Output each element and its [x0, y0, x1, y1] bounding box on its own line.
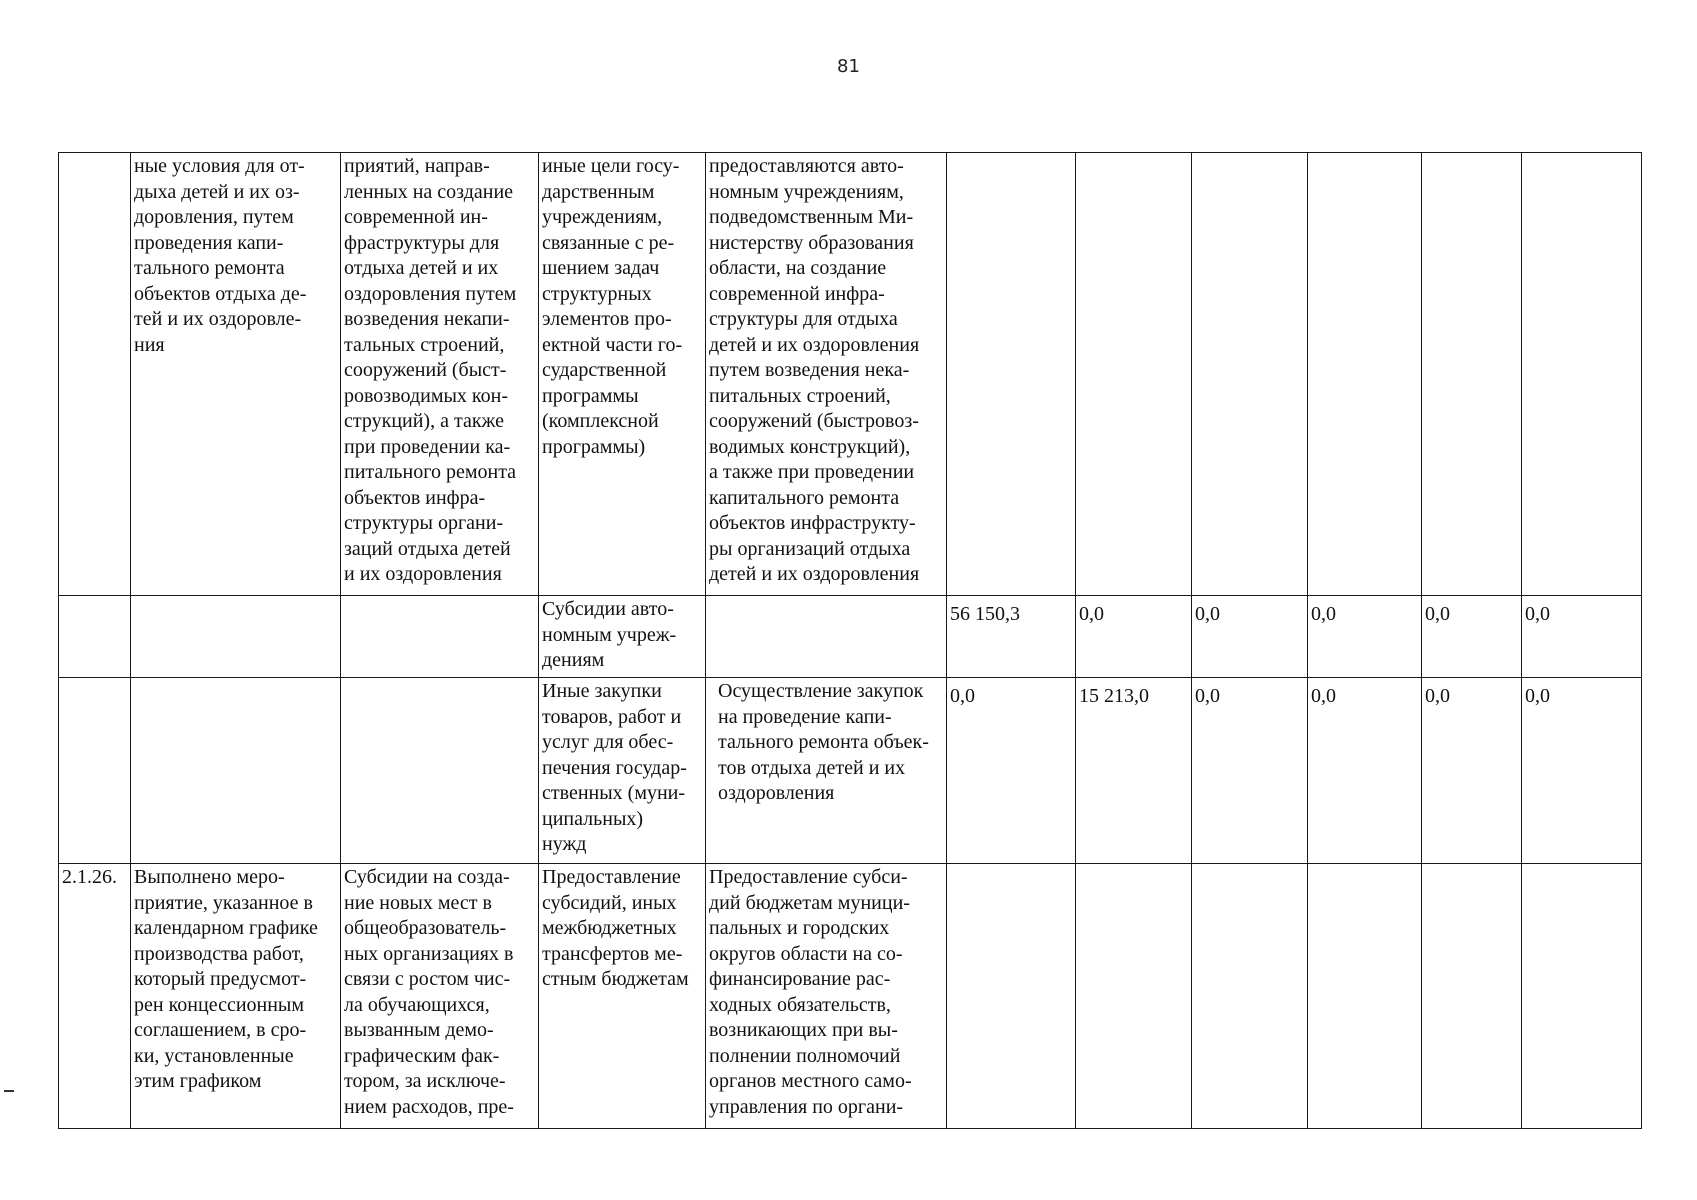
row1-value-cell	[1192, 153, 1308, 596]
budget-table	[58, 152, 1642, 1129]
row4-value-cell	[1522, 864, 1642, 1129]
row2-value-cell: 56 150,3	[947, 596, 1076, 678]
row2-result-cell	[131, 596, 341, 678]
row3-value-cell: 0,0	[1192, 678, 1308, 864]
row3-value-cell: 15 213,0	[1076, 678, 1192, 864]
row4-value-cell	[1308, 864, 1422, 1129]
row3-number-cell	[59, 678, 131, 864]
row4-value-cell	[1422, 864, 1522, 1129]
row3-value-cell: 0,0	[947, 678, 1076, 864]
table-row	[59, 596, 1642, 678]
row3-value-cell: 0,0	[1522, 678, 1642, 864]
table-row	[59, 678, 1642, 864]
row4-value-cell	[1192, 864, 1308, 1129]
row1-value-cell	[1522, 153, 1642, 596]
row2-expense-type-cell: Субсидии авто- номным учреж- дениям	[539, 596, 706, 678]
row1-expense-type-cell: иные цели госу- дарственным учреждениям, связанные с ре- шением задач структурных элементов про- ектной части го- сударственной программы (комплексной программы)	[539, 153, 706, 596]
row1-value-cell	[947, 153, 1076, 596]
row1-description-cell: предоставляются авто- номным учреждениям, подведомственным Ми- нистерству образования области, на создание современной инфра- структуры для отдыха детей и их оздоровления путем возведения нека- питальных строений, сооружений (быстровоз- водимых конструкций), а также при проведении капитального ремонта объектов инфраструкту- ры организаций отдыха детей и их оздоровления	[706, 153, 947, 596]
row3-description-cell: Осуществление закупок на проведение капи- тального ремонта объек- тов отдыха детей и их оздоровления	[706, 678, 947, 864]
row4-result-cell: Выполнено меро- приятие, указанное в календарном графике производства работ, который предусмот- рен концессионным соглашением, в сро- ки, установленные этим графиком	[131, 864, 341, 1129]
row1-number-cell	[59, 153, 131, 596]
row4-number-cell: 2.1.26.	[59, 864, 131, 1129]
row2-value-cell: 0,0	[1422, 596, 1522, 678]
row1-value-cell	[1308, 153, 1422, 596]
row1-result-cell: ные условия для от- дыха детей и их оз- доровления, путем проведения капи- тального ремонта объектов отдыха де- тей и их оздоровле- ния	[131, 153, 341, 596]
row4-value-cell	[947, 864, 1076, 1129]
row4-expense-type-cell: Предоставление субсидий, иных межбюджетных трансфертов ме- стным бюджетам	[539, 864, 706, 1129]
page-number: 81	[837, 56, 860, 77]
row2-description-cell	[706, 596, 947, 678]
row3-expense-type-cell: Иные закупки товаров, работ и услуг для обес- печения государ- ственных (муни- ципальных) нужд	[539, 678, 706, 864]
row3-measure-cell	[341, 678, 539, 864]
row2-value-cell: 0,0	[1192, 596, 1308, 678]
row2-value-cell: 0,0	[1308, 596, 1422, 678]
row4-measure-cell: Субсидии на созда- ние новых мест в общеобразователь- ных организациях в связи с ростом чис- ла обучающихся, вызванным демо- графическим фак- тором, за исключе- нием расходов, пре-	[341, 864, 539, 1129]
row3-result-cell	[131, 678, 341, 864]
row2-number-cell	[59, 596, 131, 678]
row4-description-cell: Предоставление субси- дий бюджетам муници- пальных и городских округов области на со- финансирование рас- ходных обязательств, возникающих при вы- полнении полномочий органов местного само- управления по органи-	[706, 864, 947, 1129]
row1-value-cell	[1422, 153, 1522, 596]
row2-value-cell: 0,0	[1522, 596, 1642, 678]
table-row	[59, 153, 1642, 596]
scan-margin-mark	[4, 1090, 14, 1092]
row3-value-cell: 0,0	[1308, 678, 1422, 864]
row2-value-cell: 0,0	[1076, 596, 1192, 678]
table-row	[59, 864, 1642, 1129]
row1-value-cell	[1076, 153, 1192, 596]
row2-measure-cell	[341, 596, 539, 678]
row1-measure-cell: приятий, направ- ленных на создание современной ин- фраструктуры для отдыха детей и их оздоровления путем возведения некапи- тальных строений, сооружений (быст- ровозводимых кон- струкций), а также при проведении ка- питального ремонта объектов инфра- структуры органи- заций отдыха детей и их оздоровления	[341, 153, 539, 596]
row3-value-cell: 0,0	[1422, 678, 1522, 864]
row4-value-cell	[1076, 864, 1192, 1129]
